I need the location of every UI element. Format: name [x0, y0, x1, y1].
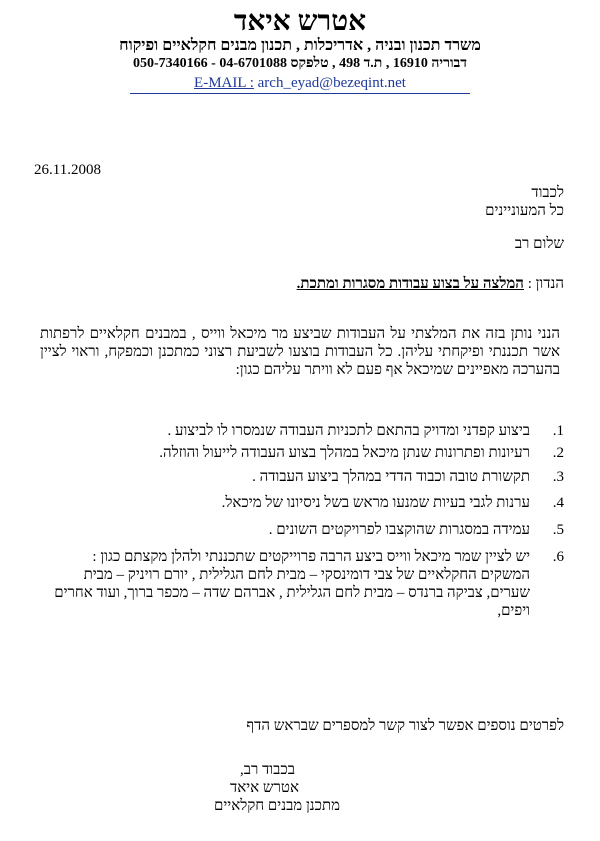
letterhead-address: דבוריה 16910 , ת.ד 498 , טלפקס 04-6701088 - 050-7340166 — [132, 56, 468, 71]
closing-note: לפרטים נוספים אפשר לצור קשר למספרים שבראש הדף — [246, 718, 564, 734]
list-item — [46, 548, 564, 620]
intro-paragraph: הנני נותן בזה את המלצתי על העבודות שביצע מר מיכאל ווייס , במבנים חקלאיים לרפתות אשר תכננתי ופיקחתי עליהן. כל העבודות בוצעו לשביעת רצוני כמתכנן וכמפקח, וראוי לציין בהערכה מאפיינים שמיכאל אף פעם לא וויתר עליהם כגון: — [40, 326, 560, 378]
letterhead-title: אטרש איאד — [233, 6, 367, 37]
list-item-text: יש לציין שמר מיכאל ווייס ביצע הרבה פרוייקטים שתכננתי ולהלן מקצתם כגון : המשקים החקלאיים של צבי דומינסקי – מבית לחם הגלילית , יורם רויניק – מבית שערים, צביקה ברנדס – מבית לחם הגלילית , אברהם שדה – מכפר ברוך, ועוד אחרים ויפים, — [54, 549, 530, 619]
signature-name: אטרש איאד — [230, 780, 299, 796]
list-item-number: 6. — [552, 549, 564, 565]
subject-line — [297, 276, 564, 293]
list-item-text: עמידה במסגרות שהוקצבו לפרויקטים השונים . — [268, 522, 530, 538]
list-item — [46, 422, 564, 440]
letterhead-email — [0, 75, 600, 92]
list-item-number: 5. — [552, 522, 564, 538]
list-item — [46, 468, 564, 486]
list-item-text: רעיונות ופתרונות שנתן מיכאל במהלך בצוע העבודה לייעול והוזלה. — [159, 445, 530, 461]
subject-label: הנדון : — [527, 276, 564, 292]
list-item-number: 1. — [552, 423, 564, 439]
recipient-line-2: כל המעוניינים — [485, 203, 564, 219]
list-item-number: 2. — [552, 445, 564, 461]
subject-text: המלצה על בצוע עבודות מסגרות ומתכת. — [296, 276, 524, 292]
letterhead-divider — [130, 93, 470, 94]
list-item-number: 3. — [552, 469, 564, 485]
letterhead-services: משרד תכנון ובניה , אדריכלות , תכנון מבנים חקלאיים ופיקוח — [119, 37, 481, 54]
letter-date: 26.11.2008 — [34, 162, 101, 178]
signature-regards: בכבוד רב, — [240, 762, 295, 778]
list-item — [46, 521, 564, 539]
signature-role: מתכנן מבנים חקלאיים — [214, 798, 341, 814]
email-link[interactable]: arch_eyad@bezeqint.net — [257, 75, 406, 91]
list-item-number: 4. — [552, 495, 564, 511]
list-item-text: ערנות לגבי בעיות שמנעו מראש בשל ניסיונו של מיכאל. — [221, 495, 530, 511]
recipient-line-1: לכבוד — [531, 185, 564, 201]
list-item — [46, 444, 564, 462]
list-item-text: ביצוע קפדני ומדויק בהתאם לתכניות העבודה שנמסרו לו לביצוע . — [167, 423, 530, 439]
email-label: E-MAIL : — [194, 75, 254, 91]
list-item-text: תקשורת טובה וכבוד הדדי במהלך ביצוע העבודה . — [252, 469, 530, 485]
list-item — [46, 494, 564, 512]
greeting: שלום רב — [514, 236, 564, 252]
